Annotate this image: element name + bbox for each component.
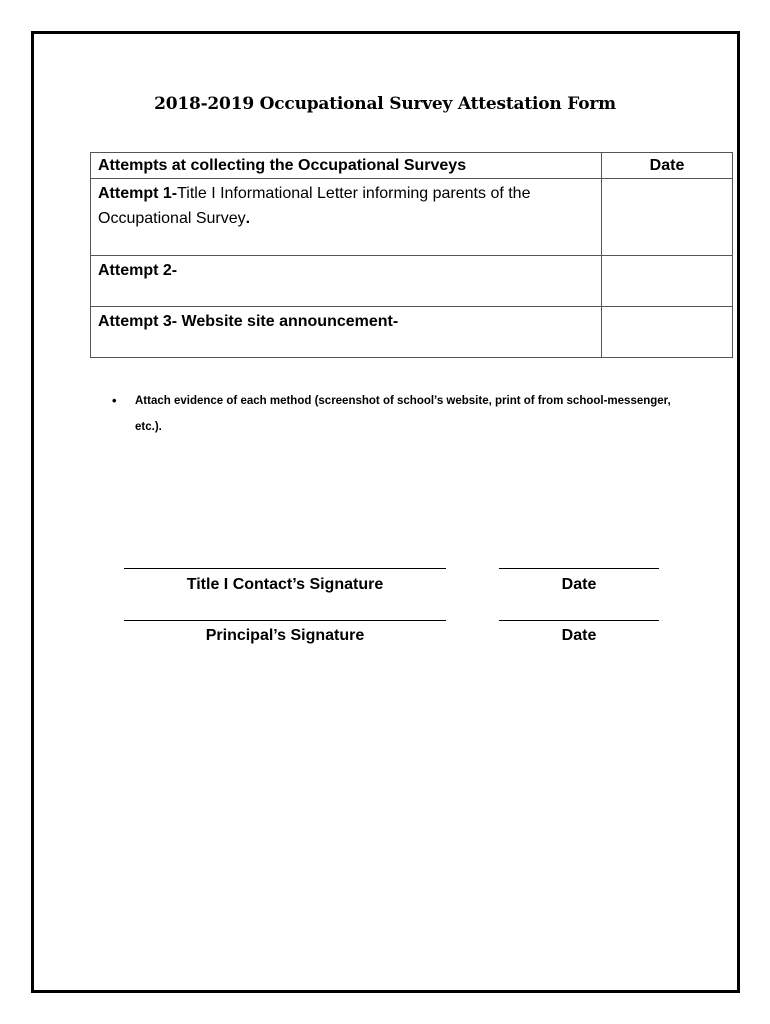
title-contact-signature-line[interactable] <box>124 568 446 569</box>
attempts-column-header: Attempts at collecting the Occupational Surveys <box>91 153 602 179</box>
attempt-3-cell <box>91 307 602 358</box>
table-row <box>91 307 733 358</box>
attempt-3-date-field[interactable] <box>602 307 733 358</box>
evidence-instruction-text: Attach evidence of each method (screenshot of school’s website, print of from school-messenger, etc.). <box>135 395 671 433</box>
attempt-1-label: Attempt 1- <box>98 185 178 202</box>
evidence-instruction <box>112 388 692 440</box>
table-header-row <box>91 153 733 179</box>
date-column-header: Date <box>602 153 733 179</box>
attempt-1-date-field[interactable] <box>602 179 733 256</box>
principal-date-label: Date <box>561 627 597 644</box>
attempt-1-text: Title I Informational Letter informing parents of the Occupational Survey <box>98 185 531 227</box>
principal-date-line[interactable] <box>499 620 659 621</box>
principal-signature-label: Principal’s Signature <box>205 627 365 644</box>
bullet-point-icon: • <box>112 393 117 408</box>
form-title: 2018-2019 Occupational Survey Attestation Form <box>154 94 616 114</box>
title-contact-signature-label: Title I Contact’s Signature <box>186 576 384 593</box>
attempt-1-cell <box>91 179 602 256</box>
table-row <box>91 256 733 307</box>
attempt-2-cell <box>91 256 602 307</box>
principal-signature-line[interactable] <box>124 620 446 621</box>
table-row <box>91 179 733 256</box>
attempt-2-label: Attempt 2- <box>98 262 178 279</box>
title-contact-date-label: Date <box>561 576 597 593</box>
attempt-1-suffix: . <box>245 210 251 227</box>
attempts-table <box>90 152 733 358</box>
attempt-3-label: Attempt 3- Website site announcement- <box>98 313 399 330</box>
title-contact-date-line[interactable] <box>499 568 659 569</box>
attempt-2-date-field[interactable] <box>602 256 733 307</box>
